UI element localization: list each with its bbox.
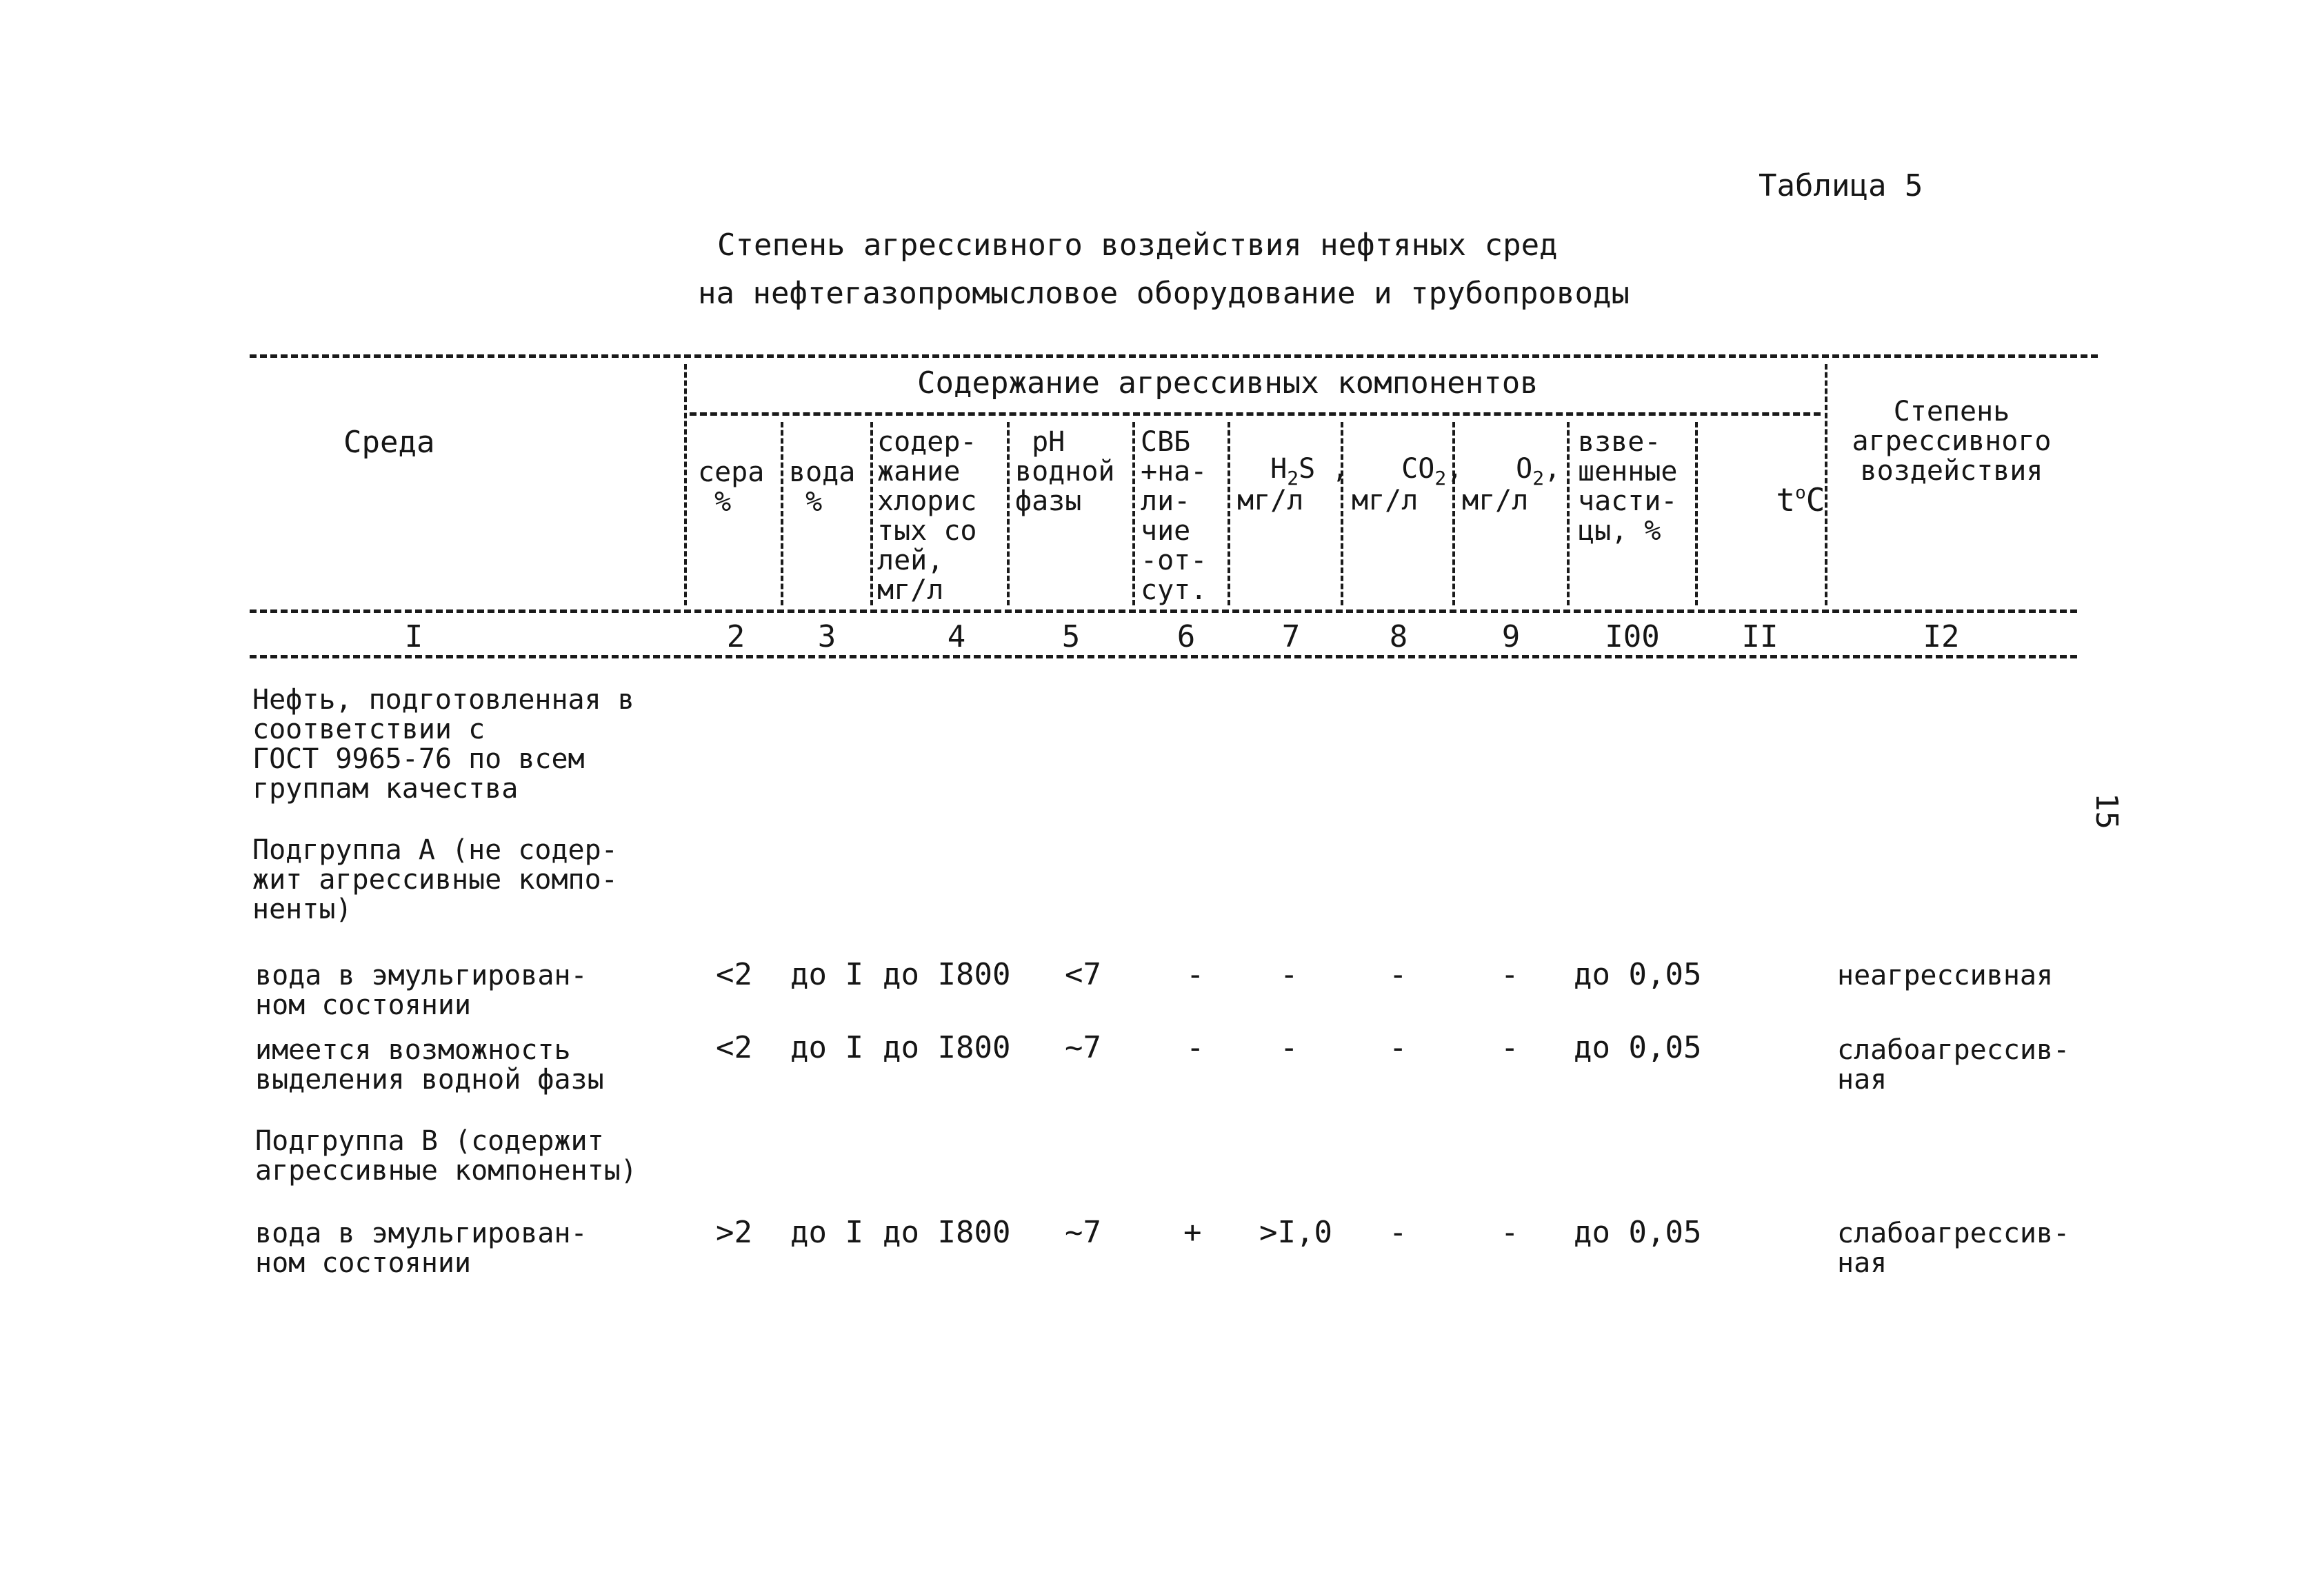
row-a1-stepen: неагрессивная (1837, 960, 2054, 991)
header-h2s-unit: мг/л (1237, 485, 1304, 516)
row-a1-sera: <2 (716, 957, 752, 992)
row-a2-o2: - (1501, 1030, 1519, 1065)
col-number-2: 2 (726, 619, 745, 654)
row-a2-ph: ~7 (1065, 1030, 1101, 1065)
row-b1-svb: + (1183, 1215, 1202, 1250)
col-number-6: 6 (1176, 619, 1196, 654)
header-o2-unit: мг/л (1462, 485, 1529, 516)
row-a1-h2s: - (1280, 957, 1299, 992)
row-a2-h2s: - (1280, 1030, 1299, 1065)
row-b1-voda: до I (790, 1215, 863, 1250)
col-number-3: 3 (817, 619, 837, 654)
row-a2-svb: - (1186, 1030, 1205, 1065)
col-number-1: I (404, 619, 423, 654)
row-intro: Нефть, подготовленная в соответствии с ГОСТ 9965-76 по всем группам качества (252, 684, 634, 805)
row-a1-chlor: до I800 (883, 957, 1011, 992)
header-vzv: взве- шенные части- цы, % (1578, 426, 1678, 547)
row-b1-vzv: до 0,05 (1574, 1215, 1702, 1250)
row-a2-voda: до I (790, 1030, 863, 1065)
row-b1-sera: >2 (716, 1215, 752, 1250)
col-sep-3 (870, 422, 873, 605)
col-sep-5 (1132, 422, 1135, 605)
col-number-7: 7 (1281, 619, 1301, 654)
col-number-9: 9 (1501, 619, 1521, 654)
header-sera: сера % (698, 456, 765, 518)
col-sep-10 (1695, 422, 1698, 605)
row-a1-vzv: до 0,05 (1574, 957, 1702, 992)
group-rule (690, 412, 1821, 416)
row-subgroup-b: Подгруппа В (содержит агрессивные компоненты) (255, 1125, 637, 1187)
header-svb: СВБ +на- ли- чие -от- сут. (1141, 426, 1208, 606)
row-a2-co2: - (1389, 1030, 1408, 1065)
table-title-line-1: Степень агрессивного воздействия нефтяных сред (717, 228, 1558, 263)
table-title-line-2: на нефтегазопромысловое оборудование и трубопроводы (698, 276, 1630, 311)
header-voda: вода % (789, 456, 856, 518)
table-label: Таблица 5 (1759, 168, 1923, 203)
row-a2-sera: <2 (716, 1030, 752, 1065)
header-co2-unit: мг/л (1352, 485, 1419, 516)
col-sep-4 (1007, 422, 1010, 605)
header-h2s: $H_2S$ , (1270, 453, 1349, 490)
header-sreda: Среда (343, 425, 435, 460)
row-a1-svb: - (1186, 957, 1205, 992)
row-a2-chlor: до I800 (883, 1030, 1011, 1065)
row-b1-o2: - (1501, 1215, 1519, 1250)
header-top-rule (250, 354, 2098, 358)
row-a2-vzv: до 0,05 (1574, 1030, 1702, 1065)
col-number-10: I00 (1605, 619, 1660, 654)
col-number-5: 5 (1061, 619, 1081, 654)
col-sep-2 (781, 422, 783, 605)
header-o2: $O_2$, (1516, 453, 1561, 490)
row-a1-o2: - (1501, 957, 1519, 992)
row-b1-h2s: >I,0 (1259, 1215, 1332, 1250)
col-sep-9 (1567, 422, 1570, 605)
header-bottom-rule (250, 609, 2077, 613)
col-number-4: 4 (947, 619, 966, 654)
col-number-8: 8 (1389, 619, 1408, 654)
header-co2: $CO_2$, (1401, 453, 1463, 490)
row-b1-chlor: до I800 (883, 1215, 1011, 1250)
row-a1-label: вода в эмульгирован- ном состоянии (255, 960, 588, 1021)
row-b1-stepen: слабоагрессив- ная (1837, 1218, 2070, 1279)
header-chlor: содер- жание хлорис тых со лей, мг/л (877, 426, 977, 606)
numbers-bottom-rule (250, 655, 2077, 658)
row-b1-ph: ~7 (1065, 1215, 1101, 1250)
row-a1-voda: до I (790, 957, 863, 992)
header-temp: $t^oC$ (1776, 481, 1825, 518)
col-sep-13 (1825, 364, 1827, 605)
row-a1-co2: - (1389, 957, 1408, 992)
col-sep-6 (1228, 422, 1230, 605)
header-group: Содержание агрессивных компонентов (917, 365, 1539, 401)
page-number: 15 (2089, 793, 2124, 829)
row-a2-label: имеется возможность выделения водной фазы (255, 1034, 604, 1096)
row-b1-label: вода в эмульгирован- ном состоянии (255, 1218, 588, 1279)
col-number-12: I2 (1923, 619, 1960, 654)
row-a1-ph: <7 (1065, 957, 1101, 992)
header-ph: pH водной фазы (1015, 426, 1115, 517)
header-stepen: Степень агрессивного воздействия (1852, 396, 2052, 487)
col-number-11: II (1741, 619, 1779, 654)
row-a2-stepen: слабоагрессив- ная (1837, 1034, 2070, 1096)
row-subgroup-a: Подгруппа А (не содер- жит агрессивные компо- ненты) (252, 834, 618, 925)
col-sep-1 (684, 364, 687, 605)
row-b1-co2: - (1389, 1215, 1408, 1250)
